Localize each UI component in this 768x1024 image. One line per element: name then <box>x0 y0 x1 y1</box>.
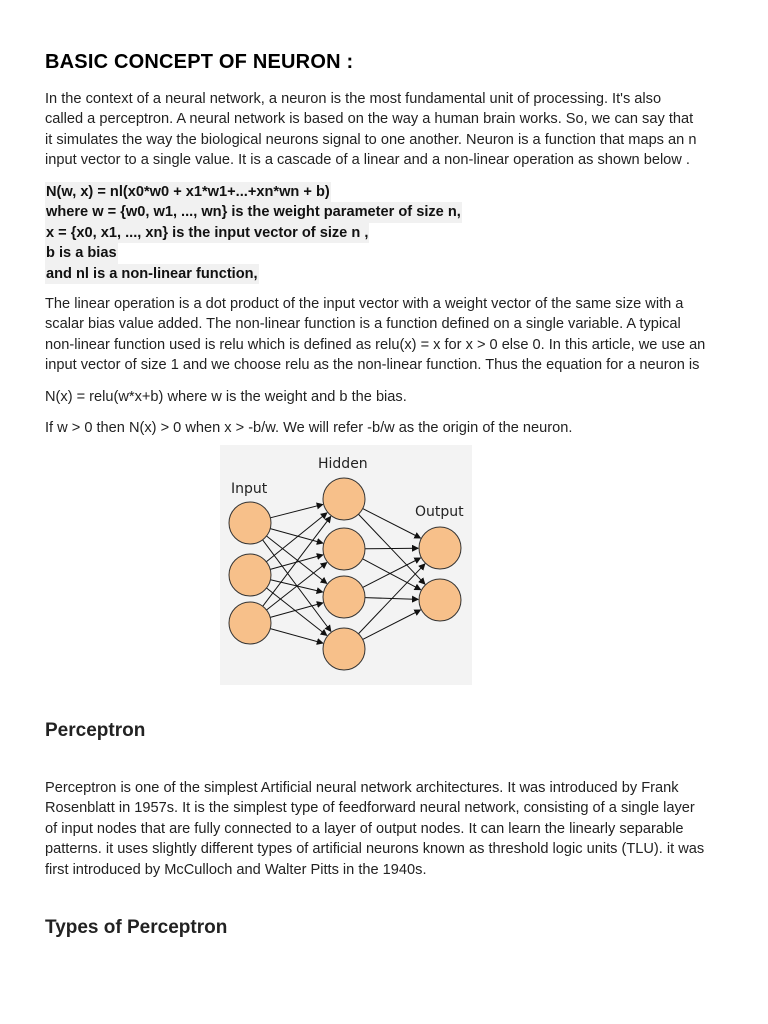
neural-network-diagram <box>220 445 472 685</box>
formula-line: x = {x0, x1, ..., xn} is the input vector of size n , <box>45 223 369 243</box>
intro-line: In the context of a neural network, a neuron is the most fundamental unit of processing. It's also <box>45 91 662 107</box>
input-hidden-connection <box>266 513 327 562</box>
perceptron-line: of input nodes that are fully connected to a layer of output nodes. It can learn the linearly separable <box>45 820 684 837</box>
input-hidden-connection <box>263 517 331 607</box>
hidden-output-connection <box>363 610 421 639</box>
input-layer-label: Input <box>231 481 268 497</box>
intro-line: called a perceptron. A neural network is based on the way a human brain works. So, we can say that <box>45 111 694 128</box>
linear-line: input vector of size 1 and we choose relu as the non-linear function. Thus the equation for a neuron is <box>45 357 700 374</box>
intro-paragraph <box>45 89 725 171</box>
perceptron-line: first introduced by McCulloch and Walter Pitts in the 1940s. <box>45 861 427 878</box>
formula-line: N(w, x) = nl(x0*w0 + x1*w1+...+xn*wn + b) <box>45 182 331 202</box>
input-neuron-node <box>229 554 271 596</box>
neural-network-svg <box>220 445 472 685</box>
linear-line: scalar bias value added. The non-linear function is a function defined on a single variable. A typical <box>45 316 681 333</box>
formula-line: b is a bias <box>45 243 118 263</box>
hidden-neuron-node <box>323 528 365 570</box>
perceptron-line: Rosenblatt in 1957s. It is the simplest type of feedforward neural network, consisting of a single layer <box>45 800 695 817</box>
hidden-output-connection <box>363 509 421 538</box>
page-title: BASIC CONCEPT OF NEURON : <box>45 51 354 73</box>
perceptron-paragraph <box>45 778 725 880</box>
hidden-neuron-node <box>323 576 365 618</box>
input-hidden-connection <box>267 536 327 583</box>
input-hidden-connection <box>270 529 323 544</box>
hidden-output-connection <box>365 548 418 549</box>
types-of-perceptron-title: Types of Perceptron <box>45 917 228 938</box>
input-neuron-node <box>229 502 271 544</box>
linear-line: The linear operation is a dot product of the input vector with a weight vector of the same size with a <box>45 296 684 312</box>
input-neuron-node <box>229 602 271 644</box>
intro-line: input vector to a single value. It is a cascade of a linear and a non-linear operation as shown below . <box>45 152 690 169</box>
formula-line: and nl is a non-linear function, <box>45 264 259 284</box>
input-hidden-connection <box>270 504 322 517</box>
input-hidden-connection <box>267 588 327 635</box>
perceptron-title: Perceptron <box>45 720 146 741</box>
formula-block <box>45 182 462 284</box>
hidden-output-connection <box>363 559 421 590</box>
output-neuron-node <box>419 579 461 621</box>
relu-equation: N(x) = relu(w*x+b) where w is the weight and b the bias. <box>45 389 407 405</box>
input-hidden-connection <box>267 563 327 610</box>
formula-line: where w = {w0, w1, ..., wn} is the weight parameter of size n, <box>45 202 462 222</box>
hidden-neuron-node <box>323 478 365 520</box>
linear-line: non-linear function used is relu which is defined as relu(x) = x for x > 0 else 0. In this article, we use an <box>45 336 706 353</box>
linear-paragraph <box>45 294 725 376</box>
perceptron-line: patterns. it uses slightly different types of artificial neurons known as threshold logic units (TLU). it was <box>45 841 705 858</box>
hidden-output-connection <box>363 558 421 587</box>
hidden-neuron-node <box>323 628 365 670</box>
intro-line: it simulates the way the biological neurons signal to one another. Neuron is a function that maps an n <box>45 131 697 148</box>
origin-line: If w > 0 then N(x) > 0 when x > -b/w. We will refer -b/w as the origin of the neuron. <box>45 420 573 436</box>
hidden-layer-label: Hidden <box>318 456 368 472</box>
output-neuron-node <box>419 527 461 569</box>
input-hidden-connection <box>270 629 323 644</box>
output-layer-label: Output <box>415 504 464 520</box>
perceptron-line: Perceptron is one of the simplest Artificial neural network architectures. It was introduced by Frank <box>45 780 679 796</box>
